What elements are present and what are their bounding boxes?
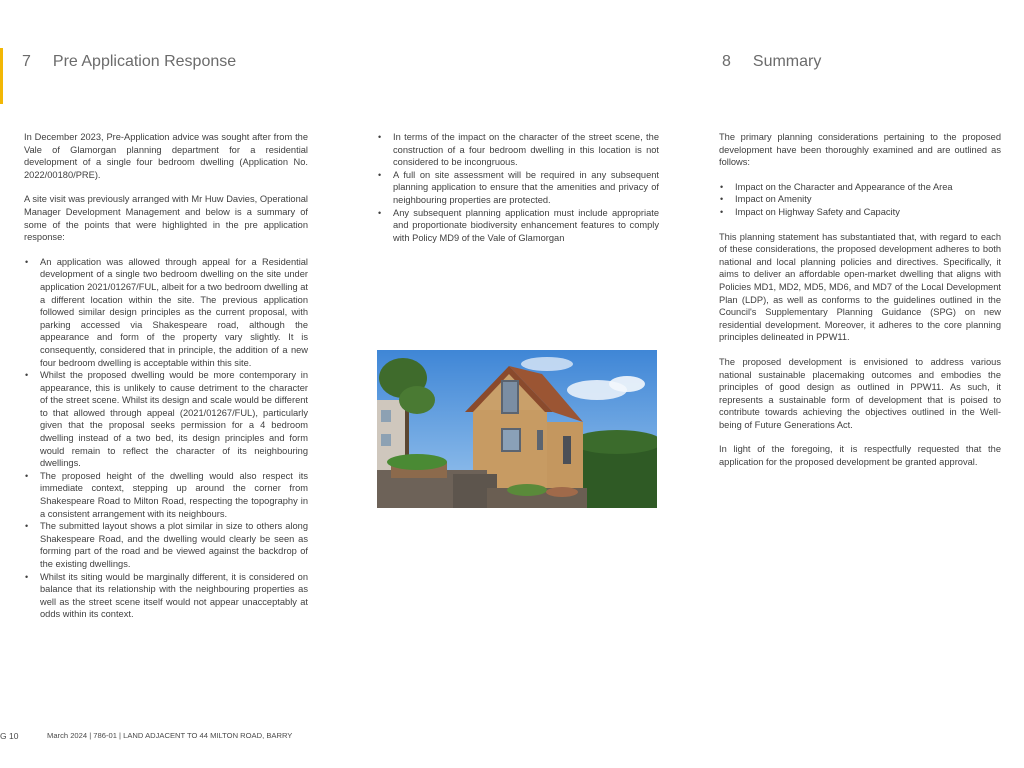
- paragraph: This planning statement has substantiated that, with regard to each of these considerations, the proposed development adheres to both national and local planning policies and directives. Specifically, it aims to deliver an affordable open-market dwelling that aligns with Policies MD1, MD2, MD5, MD6, and MD7 of the Local Development Plan (LDP), as well as conforms to the guidelines outlined in the Council's Supplementary Planning Guidance (SPG) on new residential development. Moreover, it adheres to the core planning principles delineated in PPW11.: [719, 231, 1001, 343]
- page-number: G 10: [0, 731, 19, 741]
- section-8-title: Summary: [752, 53, 822, 70]
- list-item: • Whilst the proposed dwelling would be more contemporary in appearance, this is unlikely to cause detriment to the character of the street scene. Whilst its design and scale would be different to that allowed through appeal (2021/01267/FUL), particularly given that the proposal seeks permission for a 4 bedroom dwelling instead of a two bed, its design principles and form would remain to reflect the character of its neighbouring dwellings.: [24, 369, 308, 470]
- list-item: • Impact on Amenity: [719, 193, 1001, 206]
- paragraph: The proposed development is envisioned to address various national sustainable placemaking outcomes and embodies the principles of good design as outlined in PPW11. As such, it represents a sustainable form of development that is poised to contribute towards achieving the objectives outlined in the Well-being of Future Generations Act.: [719, 356, 1001, 430]
- house-rendering-image: [377, 350, 657, 508]
- list-item: • Whilst its siting would be marginally different, it is considered on balance that its relationship with the neighbouring properties as well as the street scene itself would not appear unacceptably at odds within its context.: [24, 571, 308, 621]
- accent-bar: [0, 48, 3, 104]
- list-item: • A full on site assessment will be required in any subsequent planning application to ensure that the amenities and privacy of neighbouring properties are protected.: [377, 169, 659, 207]
- section-8-heading: [722, 53, 821, 71]
- footer-text: March 2024 | 786-01 | LAND ADJACENT TO 44 MILTON ROAD, BARRY: [47, 731, 293, 740]
- list-item: • In terms of the impact on the character of the street scene, the construction of a four bedroom dwelling in this location is not considered to be incongruous.: [377, 131, 659, 169]
- section-7-title: Pre Application Response: [52, 53, 237, 70]
- list-item: • The submitted layout shows a plot similar in size to others along Shakespeare Road, and the dwelling would clearly be seen as forming part of the road and be viewed against the backdrop of the existing dwellings.: [24, 520, 308, 570]
- paragraph: In light of the foregoing, it is respectfully requested that the application for the proposed development be granted approval.: [719, 444, 1001, 468]
- list-item: • The proposed height of the dwelling would also respect its immediate context, stepping up around the corner from Shakespeare Road to Milton Road, respecting the topography in a consistent arrangement with its neighbours.: [24, 470, 308, 520]
- list-item: • Impact on Highway Safety and Capacity: [719, 206, 1001, 219]
- pre-app-bullet-list: [24, 256, 308, 621]
- paragraph: The primary planning considerations pertaining to the proposed development have been thoroughly examined and are outlined as follows:: [719, 132, 1001, 168]
- list-item: • Impact on the Character and Appearance of the Area: [719, 181, 1001, 194]
- paragraph: In December 2023, Pre-Application advice was sought after from the Vale of Glamorgan planning department for a residential development of a single four bedroom dwelling (Application No. 2022/00180/PRE).: [24, 132, 308, 180]
- list-item: • Any subsequent planning application must include appropriate and proportionate biodiversity enhancement features to comply with Policy MD9 of the Vale of Glamorgan: [377, 207, 659, 245]
- pre-app-bullet-list-continued: [377, 131, 659, 244]
- section-7-number: 7: [22, 53, 31, 70]
- column-1: [24, 131, 308, 621]
- section-8-number: 8: [722, 53, 731, 70]
- considerations-list: [719, 181, 1001, 219]
- column-2: [377, 131, 659, 244]
- list-item: • An application was allowed through appeal for a Residential development of a single two bedroom dwelling on the site under application 2021/01267/FUL, albeit for a two bedroom dwelling at a different location within the site. The previous application followed similar design principles as the current proposal, with parking accessed via Shakespeare road, although the appearance and form of the property vary slightly. It is consequently, considered that in principle, the addition of a new four bedroom dwelling is acceptable within this site.: [24, 256, 308, 369]
- section-7-heading: [22, 53, 236, 71]
- column-3: [719, 131, 1001, 481]
- paragraph: A site visit was previously arranged with Mr Huw Davies, Operational Manager Development Management and below is a summary of some of the points that were highlighted in the pre application response:: [24, 194, 308, 243]
